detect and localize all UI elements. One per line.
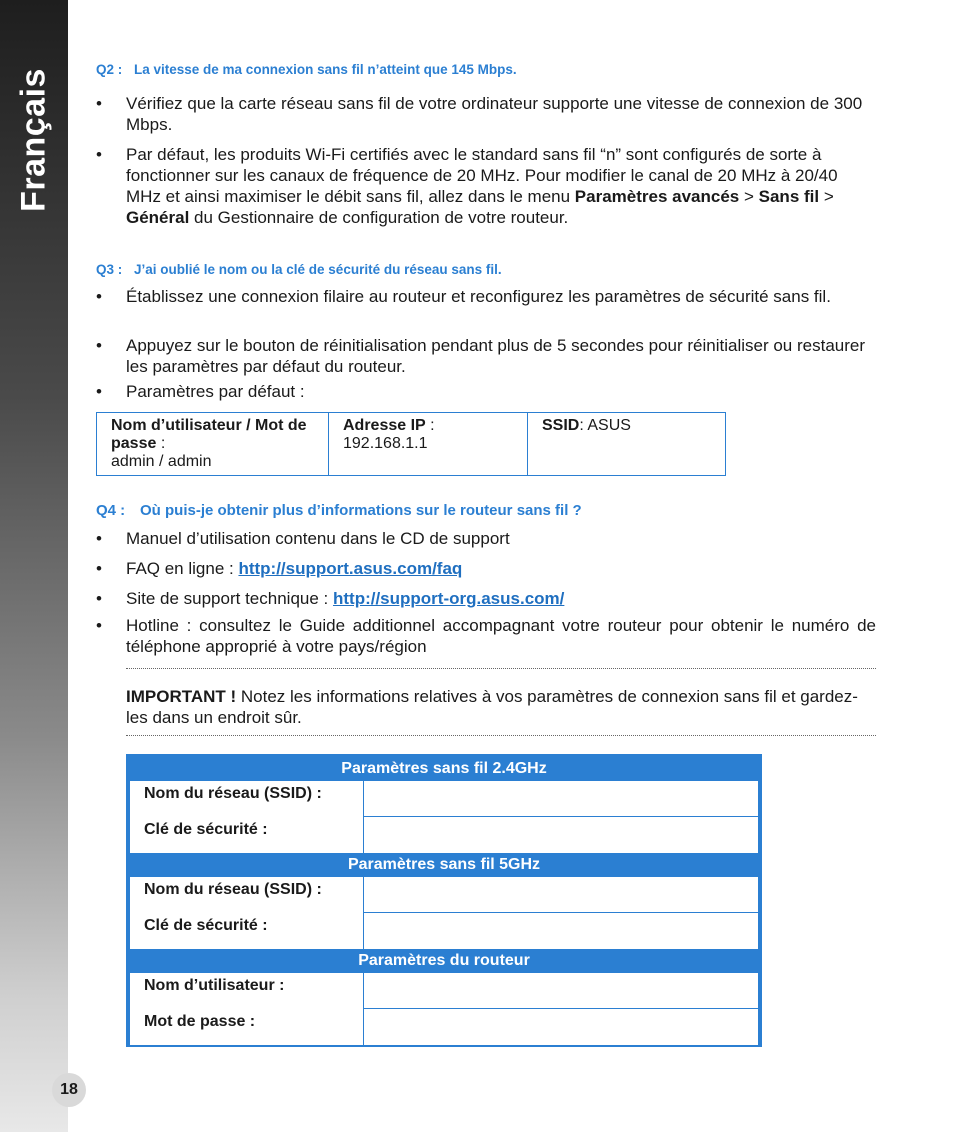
ssid-2g-field[interactable] (364, 781, 758, 817)
question-text: La vitesse de ma connexion sans fil n’atteint que 145 Mbps. (134, 62, 517, 77)
menu-wireless: Sans fil (758, 187, 820, 206)
row-label: Mot de passe : (130, 1009, 364, 1045)
bullet-text: Établissez une connexion filaire au routeur et reconfigurez les paramètres de sécurité sans fil. (126, 287, 831, 306)
list-item: • Appuyez sur le bouton de réinitialisation pendant plus de 5 secondes pour réinitialiser ou restaurer les paramètres par défaut du routeur. (96, 335, 876, 377)
list-item: • FAQ en ligne : http://support.asus.com/faq (96, 559, 463, 578)
list-item: • Manuel d’utilisation contenu dans le CD de support (96, 528, 876, 549)
question-q2 (96, 62, 517, 77)
router-username-field[interactable] (364, 973, 758, 1009)
important-label: IMPORTANT ! (126, 687, 237, 706)
page-number: 18 (52, 1073, 86, 1107)
language-sidebar (0, 0, 68, 1132)
question-number: Q4 : (96, 502, 126, 519)
table-row (130, 913, 758, 949)
row-label: Nom d’utilisateur : (130, 973, 364, 1009)
ssid-5g-field[interactable] (364, 877, 758, 913)
important-text: Notez les informations relatives à vos paramètres de connexion sans fil et gardez-les dans un endroit sûr. (126, 687, 858, 727)
table-row (130, 781, 758, 817)
language-label: Français (14, 68, 53, 212)
important-note (126, 686, 876, 728)
question-number: Q2 : (96, 62, 123, 77)
bullet-text: Hotline : consultez le Guide additionnel accompagnant votre routeur pour obtenir le numéro de téléphone approprié à votre pays/région (126, 616, 876, 656)
bullet-text: Vérifiez que la carte réseau sans fil de votre ordinateur supporte une vitesse de connexion de 300 Mbps. (126, 94, 863, 134)
list-item: • Hotline : consultez le Guide additionnel accompagnant votre routeur pour obtenir le numéro de téléphone approprié à votre pays/région (96, 616, 876, 656)
bullet-text: Paramètres par défaut : (126, 382, 305, 401)
list-item: • Site de support technique : http://support-org.asus.com/ (96, 589, 565, 608)
list-item: • Vérifiez que la carte réseau sans fil de votre ordinateur supporte une vitesse de connexion de 300 Mbps. (96, 93, 876, 135)
section-header-2g: Paramètres sans fil 2.4GHz (341, 760, 547, 777)
table-row (130, 1009, 758, 1045)
question-number: Q3 : (96, 262, 123, 277)
question-text: J’ai oublié le nom ou la clé de sécurité du réseau sans fil. (134, 262, 502, 277)
question-q3 (96, 262, 502, 277)
question-q4 (96, 502, 582, 519)
divider (126, 735, 876, 736)
table-row (130, 973, 758, 1009)
bullet-text: Manuel d’utilisation contenu dans le CD de support (126, 529, 510, 548)
router-password-field[interactable] (364, 1009, 758, 1045)
faq-link[interactable]: http://support.asus.com/faq (238, 559, 463, 578)
default-user-value: admin / admin (111, 453, 212, 470)
row-label: Nom du réseau (SSID) : (130, 781, 364, 817)
bullet-text: Par défaut, les produits Wi-Fi certifiés avec le standard sans fil “n” sont configurés de sorte à fonctionner sur les canaux de fréquence de 20 MHz. Pour modifier le canal de 20 MHz à 20/40 MHz et ainsi maximiser le débit sans fil, allez dans le menu Paramètres avancés > Sans fil > Général du Gestionnaire de configuration de votre routeur. (126, 145, 838, 227)
default-ip-value: 192.168.1.1 (343, 435, 428, 452)
list-item: • Paramètres par défaut : (96, 381, 876, 402)
default-settings-table (96, 412, 726, 476)
key-5g-field[interactable] (364, 913, 758, 949)
wireless-settings-table (126, 754, 762, 1047)
default-ip-cell: Adresse IP : 192.168.1.1 (329, 413, 528, 475)
question-text: Où puis-je obtenir plus d’informations sur le routeur sans fil ? (140, 502, 582, 519)
row-label: Nom du réseau (SSID) : (130, 877, 364, 913)
list-item: • Par défaut, les produits Wi-Fi certifiés avec le standard sans fil “n” sont configurés de sorte à fonctionner sur les canaux de fréquence de 20 MHz. Pour modifier le canal de 20 MHz à 20/40 MHz et ainsi maximiser le débit sans fil, allez dans le menu Paramètres avancés > Sans fil > Général du Gestionnaire de configuration de votre routeur. (96, 144, 876, 228)
default-ssid-value: : ASUS (579, 417, 631, 434)
bullet-text: Appuyez sur le bouton de réinitialisation pendant plus de 5 secondes pour réinitialiser ou restaurer les paramètres par défaut du routeur. (126, 336, 866, 376)
row-label: Clé de sécurité : (130, 913, 364, 949)
key-2g-field[interactable] (364, 817, 758, 853)
table-row (130, 877, 758, 913)
list-item: • Établissez une connexion filaire au routeur et reconfigurez les paramètres de sécurité sans fil. (96, 286, 876, 307)
divider (126, 668, 876, 669)
support-link[interactable]: http://support-org.asus.com/ (332, 589, 565, 608)
default-ssid-cell: SSID: ASUS (542, 417, 631, 434)
section-header-router: Paramètres du routeur (358, 952, 530, 969)
row-label: Clé de sécurité : (130, 817, 364, 853)
menu-general: Général (126, 208, 190, 227)
table-row (130, 817, 758, 853)
menu-advanced-settings: Paramètres avancés (574, 187, 740, 206)
section-header-5g: Paramètres sans fil 5GHz (347, 856, 541, 873)
default-user-cell: Nom d’utilisateur / Mot de passe : admin / admin (97, 413, 329, 475)
